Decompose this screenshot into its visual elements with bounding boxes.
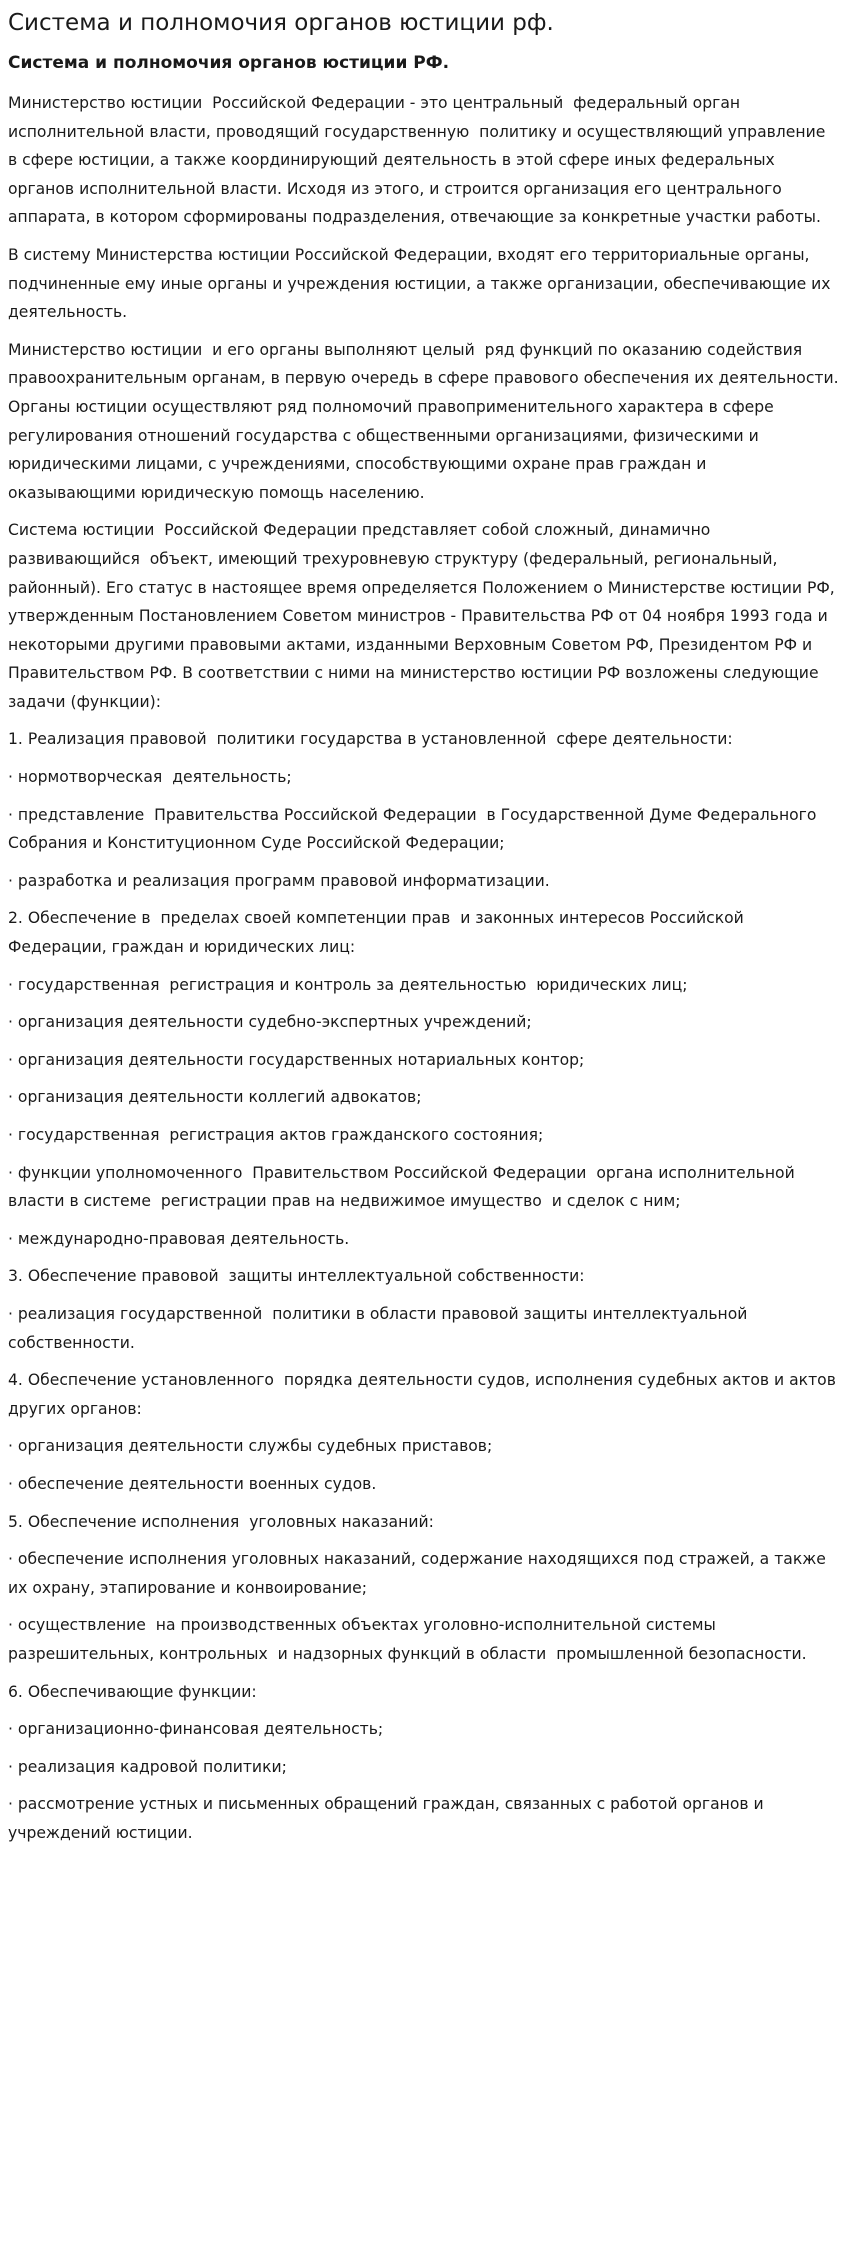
list-item: · государственная регистрация актов гражданского состояния;	[8, 1126, 544, 1144]
task-heading-5: 5. Обеспечение исполнения уголовных наказаний:	[8, 1512, 434, 1531]
list-item: · государственная регистрация и контроль за деятельностью юридических лиц;	[8, 975, 688, 994]
list-item: · нормотворческая деятельность;	[8, 768, 292, 787]
document-body	[8, 89, 844, 1847]
task-heading-3: 3. Обеспечение правовой защиты интеллектуальной собственности:	[8, 1267, 585, 1286]
list-item: · разработка и реализация программ правовой информатизации.	[8, 871, 550, 890]
list-item: · осуществление на производственных объектах уголовно-исполнительной системы разрешительных, контрольных и надзорных функций в области промышленной безопасности.	[8, 1616, 807, 1663]
list-item: · реализация кадровой политики;	[8, 1757, 287, 1776]
task-heading-4: 4. Обеспечение установленного порядка деятельности судов, исполнения судебных актов и актов других органов:	[8, 1371, 841, 1418]
list-item: · организация деятельности судебно-экспертных учреждений;	[8, 1013, 532, 1032]
task-heading-6: 6. Обеспечивающие функции:	[8, 1682, 257, 1701]
list-item: · функции уполномоченного Правительством Российской Федерации органа исполнительной власти в системе регистрации прав на недвижимое имущество и сделок с ним;	[8, 1163, 800, 1211]
system-paragraph: В систему Министерства юстиции Российской Федерации, входят его территориальные органы, подчиненные ему иные органы и учреждения юстиции, а также организации, обеспечивающие их деятельность.	[8, 245, 836, 322]
list-item: · организация деятельности коллегий адвокатов;	[8, 1088, 422, 1107]
functions-paragraph: Министерство юстиции и его органы выполняют целый ряд функций по оказанию содействия правоохранительным органам, в первую очередь в сфере правового обеспечения их деятельности. Органы юстиции осуществляют ряд полномочий правоприменительного характера в сфере регулирования отношений государства с общественными организациями, физическими и юридическими лицами, с учреждениями, способствующими охране прав граждан и оказывающими юридическую помощь населению.	[8, 340, 844, 502]
list-item: · реализация государственной политики в области правовой защиты интеллектуальной собственности.	[8, 1304, 753, 1352]
list-item: · представление Правительства Российской Федерации в Государственной Думе Федерального Собрания и Конституционном Суде Российской Федерации;	[8, 805, 822, 853]
document-subtitle: Система и полномочия органов юстиции РФ.	[8, 53, 450, 73]
task-heading-1: 1. Реализация правовой политики государства в установленной сфере деятельности:	[8, 730, 733, 749]
list-item: · международно-правовая деятельность.	[8, 1229, 350, 1248]
list-item: · рассмотрение устных и письменных обращений граждан, связанных с работой органов и учреждений юстиции.	[8, 1795, 769, 1842]
list-item: · обеспечение деятельности военных судов.	[8, 1474, 377, 1493]
list-item: · организация деятельности службы судебных приставов;	[8, 1437, 493, 1456]
list-item: · организация деятельности государственных нотариальных контор;	[8, 1050, 585, 1069]
intro-paragraph: Министерство юстиции Российской Федерации - это центральный федеральный орган исполнительной власти, проводящий государственную политику и осуществляющий управление в сфере юстиции, а также координирующий деятельность в этой сфере иных федеральных органов исполнительной власти. Исходя из этого, и строится организация его центрального аппарата, в котором сформированы подразделения, отвечающие за конкретные участки работы.	[8, 94, 831, 227]
page-title: Система и полномочия органов юстиции рф.	[8, 10, 554, 36]
list-item: · обеспечение исполнения уголовных наказаний, содержание находящихся под стражей, а также их охрану, этапирование и конвоирование;	[8, 1550, 831, 1597]
structure-paragraph: Система юстиции Российской Федерации представляет собой сложный, динамично развивающийся объект, имеющий трехуровневую структуру (федеральный, региональный, районный). Его статус в настоящее время определяется Положением о Министерстве юстиции РФ, утвержденным Постановлением Советом министров - Правительства РФ от 04 ноября 1993 года и некоторыми другими правовыми актами, изданными Верховным Советом РФ, Президентом РФ и Правительством РФ. В соответствии с ними на министерство юстиции РФ возложены следующие задачи (функции):	[8, 521, 840, 711]
task-heading-2: 2. Обеспечение в пределах своей компетенции прав и законных интересов Российской Федерации, граждан и юридических лиц:	[8, 909, 749, 957]
list-item: · организационно-финансовая деятельность;	[8, 1720, 384, 1739]
